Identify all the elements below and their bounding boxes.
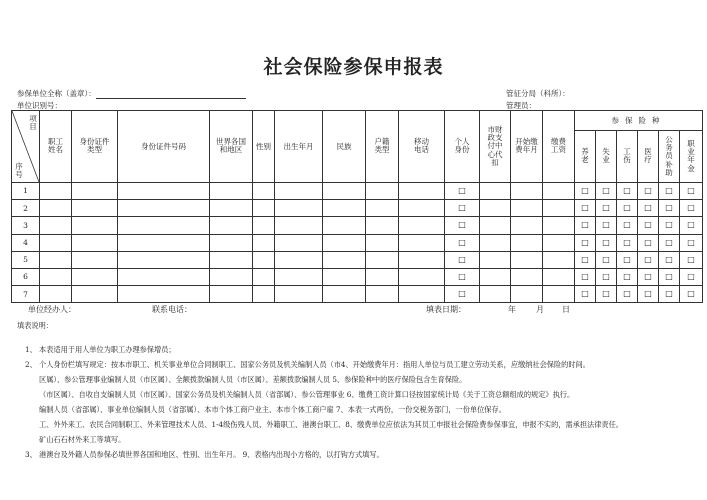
table-cell[interactable] [511,268,543,285]
row-number: 1 [12,183,40,200]
checkbox-cell[interactable] [575,234,596,251]
table-cell[interactable] [543,251,575,268]
table-cell[interactable] [40,251,72,268]
note-line: 2、 个人身份栏填写规定：按本市职工、机关事业单位合同制职工、国家公务员及机关编制人员（市4、开始缴费年月：指用人单位与员工建立劳动关系，应缴纳社会保险的时间。 [25,360,590,369]
table-cell[interactable] [399,200,445,217]
table-cell[interactable] [210,286,253,303]
checkbox[interactable]: □ [602,289,610,299]
row-number: 6 [12,268,40,285]
table-cell[interactable] [275,286,323,303]
checkbox[interactable]: □ [458,272,466,282]
table-cell[interactable] [253,286,275,303]
table-cell[interactable] [323,200,366,217]
date-month: 月 [536,305,544,314]
checkbox-cell[interactable] [575,268,596,285]
corner-cell [12,111,40,183]
checkbox-cell[interactable] [575,183,596,200]
checkbox[interactable]: □ [623,272,631,282]
header-gender: 性别 [253,111,275,183]
checkbox[interactable]: □ [687,220,695,230]
row-number: 5 [12,251,40,268]
checkbox[interactable]: □ [623,254,631,264]
unit-name-label: 参保单位全称（盖章）： [17,89,96,98]
table-row [12,268,703,285]
corner-top-label: 项目 [29,114,37,132]
checkbox-cell[interactable] [680,251,703,268]
table-cell[interactable] [72,234,118,251]
table-cell[interactable] [118,268,210,285]
date-year: 年 [508,305,516,314]
table-cell[interactable] [399,183,445,200]
checkbox[interactable]: □ [644,220,652,230]
table-cell[interactable] [480,183,511,200]
checkbox[interactable]: □ [665,186,673,196]
checkbox[interactable]: □ [623,220,631,230]
checkbox-cell[interactable] [617,268,638,285]
checkbox[interactable]: □ [458,289,466,299]
table-row [12,251,703,268]
header-region: 世界各国和地区 [210,111,253,183]
manager-label: 管理员： [506,101,536,110]
table-cell[interactable] [210,183,253,200]
header-id-type: 身份证件类型 [72,111,118,183]
note-line: 区属）、参公管理事业编制人员（市区属）、全额拨款编制人员（市区属）、差额拨款编制人员 5、参保险种中的医疗保险包含生育保险。 [39,375,467,384]
checkbox[interactable]: □ [687,203,695,213]
table-cell[interactable] [480,234,511,251]
checkbox-cell[interactable] [638,183,659,200]
table-cell[interactable] [275,183,323,200]
checkbox-cell[interactable] [617,251,638,268]
header-injury: 工伤 [617,131,638,183]
table-cell[interactable] [72,183,118,200]
checkbox-cell[interactable] [596,234,617,251]
checkbox[interactable]: □ [623,289,631,299]
table-cell[interactable] [366,234,399,251]
checkbox[interactable]: □ [687,237,695,247]
table-cell[interactable] [275,251,323,268]
table-cell[interactable] [40,217,72,234]
table-cell[interactable] [366,268,399,285]
table-cell[interactable] [210,268,253,285]
header-civil-subsidy: 公务员补助 [659,131,680,183]
note-line: 矿山石石材外来工等填写。 [39,435,126,444]
checkbox-cell[interactable] [638,200,659,217]
header-insurance-group: 参保险种 [575,111,703,131]
unit-name-underline [96,90,246,99]
checkbox-cell[interactable] [659,251,680,268]
header-annuity: 职业年金 [680,131,703,183]
checkbox[interactable]: □ [687,289,695,299]
checkbox-cell[interactable] [596,217,617,234]
checkbox[interactable]: □ [581,289,589,299]
table-cell[interactable] [323,268,366,285]
checkbox-cell[interactable] [445,217,480,234]
table-cell[interactable] [543,183,575,200]
note-line: （市区属）、自收自支编制人员（市区属）、国家公务员及机关编制人员（省部属）、参公管理事业 6、缴费工资计算口径按国家统计局《关于工资总额组成的规定》执行。 [39,390,575,399]
table-cell[interactable] [40,234,72,251]
branch-field[interactable] [506,88,570,99]
row-number: 4 [12,234,40,251]
checkbox-cell[interactable] [680,217,703,234]
checkbox-cell[interactable] [659,234,680,251]
checkbox-cell[interactable] [638,268,659,285]
table-row [12,286,703,303]
checkbox[interactable]: □ [458,237,466,247]
checkbox[interactable]: □ [581,203,589,213]
checkbox-cell[interactable] [617,234,638,251]
note-line: 工、外外来工、农民合同制职工、外来管理技术人员、1-4级伤残人员、外籍职工、港澳台职工、8、缴费单位应依法为其员工申报社会保险费参保事宜，申报不实的，需承担法律责任。 [39,420,623,429]
header-name: 职工姓名 [40,111,72,183]
checkbox[interactable]: □ [644,272,652,282]
checkbox[interactable]: □ [458,254,466,264]
table-cell[interactable] [40,268,72,285]
checkbox[interactable]: □ [602,220,610,230]
checkbox[interactable]: □ [665,254,673,264]
page-title: 社会保险参保申报表 [263,56,444,78]
corner-bottom-label: 序号 [15,161,23,179]
header-pension: 养老 [575,131,596,183]
table-cell[interactable] [511,286,543,303]
checkbox[interactable]: □ [687,186,695,196]
header-fiscal: 市财政支付中心代扣 [480,111,511,183]
table-cell[interactable] [40,286,72,303]
table-cell[interactable] [543,200,575,217]
table-cell[interactable] [118,286,210,303]
table-cell[interactable] [323,234,366,251]
checkbox-cell[interactable] [617,286,638,303]
table-cell[interactable] [323,183,366,200]
checkbox[interactable]: □ [581,272,589,282]
table-cell[interactable] [511,183,543,200]
table-cell[interactable] [253,268,275,285]
checkbox-cell[interactable] [680,183,703,200]
checkbox-cell[interactable] [659,286,680,303]
header-unemployment: 失业 [596,131,617,183]
table-row [12,200,703,217]
checkbox[interactable]: □ [458,220,466,230]
table-cell[interactable] [72,200,118,217]
checkbox-cell[interactable] [445,234,480,251]
table-cell[interactable] [118,217,210,234]
notes-title: 填表说明： [17,321,53,330]
table-cell[interactable] [72,268,118,285]
table-cell[interactable] [511,217,543,234]
table-cell[interactable] [323,251,366,268]
table-cell[interactable] [253,217,275,234]
row-number: 2 [12,200,40,217]
checkbox-cell[interactable] [680,286,703,303]
checkbox[interactable]: □ [665,220,673,230]
table-cell[interactable] [480,286,511,303]
checkbox-cell[interactable] [445,268,480,285]
table-cell[interactable] [210,217,253,234]
table-cell[interactable] [118,234,210,251]
checkbox[interactable]: □ [602,186,610,196]
header-hukou: 户籍类型 [366,111,399,183]
table-cell[interactable] [253,200,275,217]
checkbox-cell[interactable] [617,217,638,234]
checkbox[interactable]: □ [665,289,673,299]
table-cell[interactable] [511,200,543,217]
table-cell[interactable] [543,286,575,303]
checkbox[interactable]: □ [581,186,589,196]
unit-id-label: 单位识别号： [17,101,62,110]
checkbox-cell[interactable] [638,217,659,234]
table-row [12,217,703,234]
date-label: 填表日期： [426,305,466,314]
checkbox-cell[interactable] [659,268,680,285]
table-cell[interactable] [253,251,275,268]
table-cell[interactable] [118,200,210,217]
checkbox-cell[interactable] [596,200,617,217]
table-cell[interactable] [253,234,275,251]
checkbox[interactable]: □ [644,254,652,264]
table-row [12,234,703,251]
table-cell[interactable] [366,183,399,200]
checkbox-cell[interactable] [680,268,703,285]
checkbox-cell[interactable] [445,286,480,303]
header-id-number: 身份证件号码 [118,111,210,183]
checkbox[interactable]: □ [644,237,652,247]
header-identity: 个人身份 [445,111,480,183]
table-cell[interactable] [210,200,253,217]
table-cell[interactable] [366,217,399,234]
checkbox[interactable]: □ [687,272,695,282]
checkbox-cell[interactable] [575,200,596,217]
table-cell[interactable] [480,251,511,268]
checkbox-cell[interactable] [638,251,659,268]
table-cell[interactable] [399,234,445,251]
checkbox[interactable]: □ [623,203,631,213]
checkbox[interactable]: □ [581,237,589,247]
header-mobile: 移动电话 [399,111,445,183]
table-cell[interactable] [543,217,575,234]
table-cell[interactable] [399,286,445,303]
table-cell[interactable] [399,217,445,234]
table-cell[interactable] [323,217,366,234]
table-cell[interactable] [511,251,543,268]
handler-label: 单位经办人： [28,305,76,314]
table-cell[interactable] [366,286,399,303]
checkbox[interactable]: □ [602,203,610,213]
checkbox[interactable]: □ [623,237,631,247]
date-day: 日 [562,305,570,314]
checkbox-cell[interactable] [659,200,680,217]
checkbox[interactable]: □ [644,203,652,213]
table-cell[interactable] [366,251,399,268]
checkbox-cell[interactable] [659,183,680,200]
checkbox-cell[interactable] [617,183,638,200]
insurance-table [11,110,703,303]
checkbox[interactable]: □ [665,272,673,282]
note-line: 3、 港澳台及外籍人员参保必填世界各国和地区、性别、出生年月。 9、表格内出现小方格的，以打钩方式填写。 [25,450,384,459]
checkbox[interactable]: □ [687,254,695,264]
checkbox-cell[interactable] [659,217,680,234]
table-cell[interactable] [72,217,118,234]
checkbox-cell[interactable] [596,251,617,268]
table-cell[interactable] [366,200,399,217]
note-line: 1、 本表适用于用人单位为职工办理参保增员； [25,345,176,354]
table-cell[interactable] [210,234,253,251]
table-cell[interactable] [253,183,275,200]
table-cell[interactable] [480,200,511,217]
checkbox-cell[interactable] [638,286,659,303]
table-cell[interactable] [543,234,575,251]
branch-label: 管征分局（科所）： [506,89,570,98]
checkbox-cell[interactable] [596,183,617,200]
checkbox[interactable]: □ [581,254,589,264]
checkbox-cell[interactable] [680,234,703,251]
checkbox[interactable]: □ [665,237,673,247]
checkbox[interactable]: □ [581,220,589,230]
phone-label: 联系电话： [152,305,192,314]
table-cell[interactable] [511,234,543,251]
table-cell[interactable] [275,234,323,251]
table-cell[interactable] [210,251,253,268]
checkbox[interactable]: □ [623,186,631,196]
unit-name-field[interactable] [17,88,246,99]
checkbox[interactable]: □ [602,237,610,247]
table-cell[interactable] [399,268,445,285]
header-pay-start: 开始缴费年月 [511,111,543,183]
table-cell[interactable] [118,183,210,200]
checkbox-cell[interactable] [445,183,480,200]
checkbox-cell[interactable] [680,200,703,217]
table-cell[interactable] [399,251,445,268]
table-cell[interactable] [275,217,323,234]
table-cell[interactable] [72,286,118,303]
checkbox[interactable]: □ [458,186,466,196]
checkbox[interactable]: □ [644,186,652,196]
row-number: 7 [12,286,40,303]
table-cell[interactable] [40,183,72,200]
table-cell[interactable] [480,217,511,234]
table-cell[interactable] [275,200,323,217]
note-line: 编制人员（省部属）、事业单位编制人员（省部属）、本市个体工商户业主、本市个体工商户雇 7、本表一式两份，一份交税务部门，一份单位保存。 [39,405,506,414]
table-cell[interactable] [275,268,323,285]
checkbox[interactable]: □ [644,289,652,299]
table-cell[interactable] [118,251,210,268]
checkbox[interactable]: □ [665,203,673,213]
header-birth: 出生年月 [275,111,323,183]
table-row [12,183,703,200]
checkbox-cell[interactable] [617,200,638,217]
header-medical: 医疗 [638,131,659,183]
checkbox[interactable]: □ [602,254,610,264]
table-cell[interactable] [72,251,118,268]
checkbox-cell[interactable] [596,286,617,303]
checkbox-cell[interactable] [575,251,596,268]
checkbox-cell[interactable] [445,200,480,217]
checkbox-cell[interactable] [445,251,480,268]
header-wage: 缴费工资 [543,111,575,183]
row-number: 3 [12,217,40,234]
checkbox-cell[interactable] [575,286,596,303]
header-ethnicity: 民族 [323,111,366,183]
checkbox-cell[interactable] [575,217,596,234]
table-cell[interactable] [323,286,366,303]
table-cell[interactable] [40,200,72,217]
table-cell[interactable] [543,268,575,285]
checkbox-cell[interactable] [596,268,617,285]
checkbox[interactable]: □ [458,203,466,213]
table-cell[interactable] [480,268,511,285]
checkbox[interactable]: □ [602,272,610,282]
checkbox-cell[interactable] [638,234,659,251]
